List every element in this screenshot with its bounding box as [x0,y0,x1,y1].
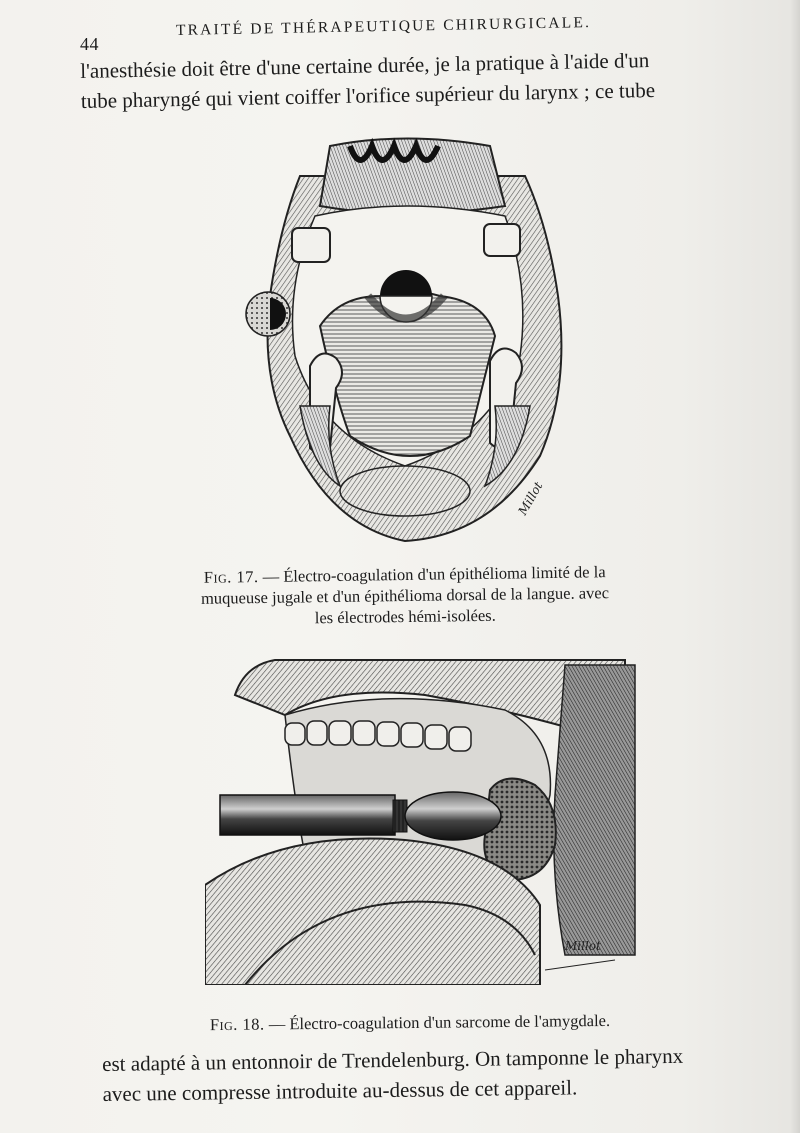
figure-18-illustration [205,655,645,985]
paragraph-line: avec une compresse introduite au-dessus de cet appareil. [102,1075,578,1106]
paragraph-top [80,44,731,116]
paragraph-line: l'anesthésie doit être d'une certaine durée, je la pratique à l'aide d'un [80,48,650,83]
figure-18-caption-text: — Électro-coagulation d'un sarcome de l'amygdale. [268,1010,611,1034]
page-edge-shadow [790,0,800,1133]
page-number: 44 [80,34,99,54]
figure-17-caption-line: les électrodes hémi-isolées. [314,605,496,628]
figure-17-illustration [240,136,570,551]
figure-17-caption [150,560,661,630]
figure-17-caption-line: muqueuse jugale et d'un épithélioma dorsal de la langue. avec [200,583,610,608]
figure-17-signature: Millot [515,479,546,518]
paragraph-line: tube pharyngé qui vient coiffer l'orifice supérieur du larynx ; ce tube [80,77,656,113]
figure-18-signature: Millot [565,939,601,953]
figure-17-caption-line: — Électro-coagulation d'un épithélioma limité de la [262,562,606,586]
page-header [80,14,720,54]
paragraph-line: est adapté à un entonnoir de Trendelenburg. On tamponne le pharynx [102,1043,684,1076]
figure-18-label: Fig. 18. [209,1014,265,1035]
figure-18-caption [150,1009,670,1035]
running-head: TRAITÉ DE THÉRAPEUTIQUE CHIRURGICALE. [175,14,592,39]
figure-17-label: Fig. 17. [203,567,259,587]
paragraph-bottom [102,1040,743,1109]
